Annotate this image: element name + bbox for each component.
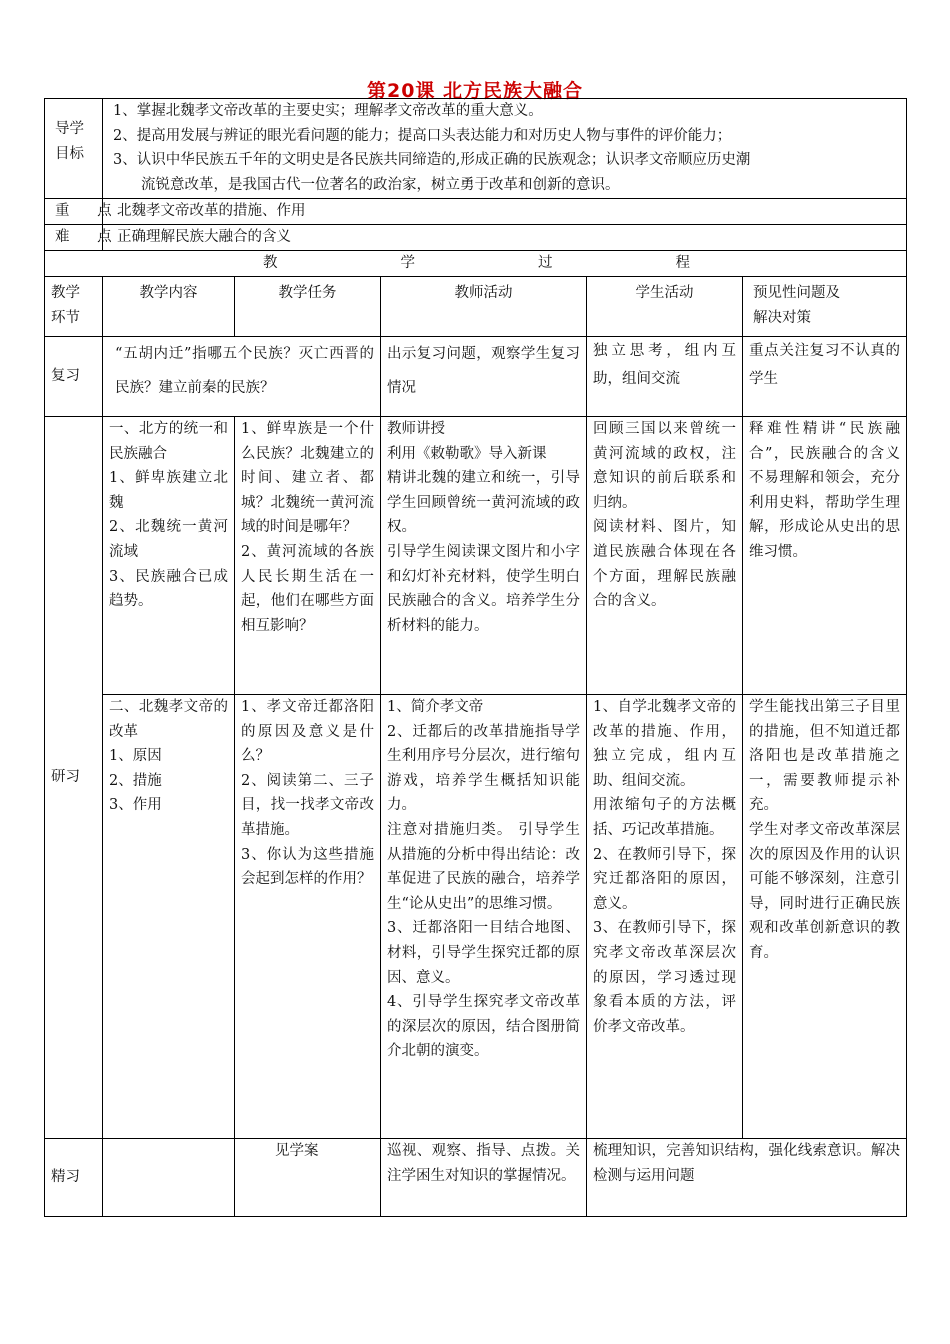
study-1-student-line: 回顾三国以来曾统一黄河流域的政权，注意知识的前后联系和归纳。 bbox=[593, 421, 736, 511]
study-1-task-line: 2、黄河流域的各族人民长期生活在一起，他们在哪些方面相互影响？ bbox=[241, 543, 374, 634]
study-2-content-line: 3、作用 bbox=[109, 797, 162, 814]
study-1-student-line: 阅读材料、图片，知道民族融合体现在各个方面，理解民族融合的含义。 bbox=[593, 519, 736, 610]
practice-teacher: 巡视、观察、指导、点拨。关注学困生对知识的掌握情况。 bbox=[381, 1139, 587, 1217]
header-stage-line-1: 教学 bbox=[51, 285, 80, 301]
study-1-teacher-line: 引导学生阅读课文图片和小字和幻灯补充材料，使学生明白民族融合的含义。培养学生分析材料的能力。 bbox=[387, 543, 580, 634]
goals-row bbox=[45, 99, 907, 199]
study-1-strategy-line: 释难性精讲“民族融合”，民族融合的含义不易理解和领会，充分利用史料，帮助学生理解，形成论从史出的思维习惯。 bbox=[749, 421, 901, 560]
key-point-text: 北魏孝文帝改革的措施、作用 bbox=[103, 199, 907, 225]
header-strategy-line-1: 预见性问题及 bbox=[753, 285, 840, 301]
study-2-teacher-line: 注意对措施归类。 引导学生从措施的分析中得出结论：改革促进了民族的融合，培养学生“论从史出”的思维习惯。 bbox=[387, 821, 580, 912]
study-2-student-line: 3、在教师引导下，探究孝文帝改革深层次的原因，学习透过现象看本质的方法，评价孝文帝改革。 bbox=[593, 920, 736, 1035]
process-heading bbox=[45, 251, 907, 277]
study-1-task-line: 1、鲜卑族是一个什么民族？北魏建立的时间、建立者、都城？北魏统一黄河流域的时间是哪年？ bbox=[241, 421, 374, 536]
header-row bbox=[45, 277, 907, 337]
practice-content bbox=[103, 1139, 235, 1217]
study-2-teacher-line: 2、迁都后的改革措施指导学生利用序号分层次，进行缩句游戏，培养学生概括知识能力。 bbox=[387, 723, 580, 814]
study-2-task-line: 3、你认为这些措施会起到怎样的作用？ bbox=[241, 846, 374, 888]
study-2-task-line: 2、阅读第二、三子目，找一找孝文帝改革措施。 bbox=[241, 772, 374, 838]
study-2-content-line: 1、原因 bbox=[109, 748, 162, 765]
process-row bbox=[45, 251, 907, 277]
study-2-student-line: 用浓缩句子的方法概括、巧记改革措施。 bbox=[593, 797, 736, 838]
study-1-strategy bbox=[743, 417, 907, 695]
process-char-1: 教 bbox=[263, 255, 278, 271]
study-2-strategy-line: 学生对孝文帝改革深层次的原因及作用的认识可能不够深刻，注意引导，同时进行正确民族观和改革创新意识的教育。 bbox=[749, 821, 901, 961]
study-1-teacher-line: 教师讲授 bbox=[387, 421, 445, 437]
study-2-task-line: 1、孝文帝迁都洛阳的原因及意义是什么？ bbox=[241, 699, 374, 765]
header-task: 教学任务 bbox=[235, 277, 381, 337]
study-2-student bbox=[587, 695, 743, 1139]
lesson-plan-table bbox=[44, 98, 907, 1217]
practice-stage: 精习 bbox=[45, 1139, 103, 1217]
study-2-teacher-line: 1、简介孝文帝 bbox=[387, 699, 484, 715]
study-2-student-line: 2、在教师引导下，探究迁都洛阳的原因，意义。 bbox=[593, 846, 736, 912]
review-strategy: 重点关注复习不认真的学生 bbox=[743, 337, 907, 417]
study-1-content bbox=[103, 417, 235, 695]
key-point-label: 重 点 bbox=[45, 199, 103, 225]
review-student: 独立思考，组内互助，组间交流 bbox=[587, 337, 743, 417]
difficulty-text: 正确理解民族大融合的含义 bbox=[103, 225, 907, 251]
study-2-student-line: 1、自学北魏孝文帝的改革的措施、作用，独立完成，组内互助、组间交流。 bbox=[593, 699, 736, 789]
study-1-teacher-line: 利用《敕勒歌》导入新课 bbox=[387, 445, 547, 462]
header-stage-line-2: 环节 bbox=[51, 309, 80, 326]
study-2-content bbox=[103, 695, 235, 1139]
review-content: “五胡内迁”指哪五个民族？灭亡西晋的民族？建立前秦的民族？ bbox=[103, 337, 381, 417]
study-2-content-line: 2、措施 bbox=[109, 772, 162, 789]
difficulty-row bbox=[45, 225, 907, 251]
study-2-strategy bbox=[743, 695, 907, 1139]
study-2-teacher bbox=[381, 695, 587, 1139]
process-char-4: 程 bbox=[675, 255, 691, 271]
page-title: 第20课 北方民族大融合 bbox=[366, 80, 584, 102]
study-2-content-line: 二、北魏孝文帝的改革 bbox=[109, 699, 228, 740]
practice-row bbox=[45, 1139, 907, 1217]
study-1-content-line: 3、民族融合已成趋势。 bbox=[109, 568, 228, 610]
review-teacher: 出示复习问题，观察学生复习情况 bbox=[381, 337, 587, 417]
study-row-1 bbox=[45, 417, 907, 695]
header-strategy-line-2: 解决对策 bbox=[753, 309, 811, 326]
header-teacher: 教师活动 bbox=[381, 277, 587, 337]
study-1-content-line: 1、鲜卑族建立北魏 bbox=[109, 470, 228, 511]
goals-label: 导学目标 bbox=[45, 99, 103, 199]
study-1-content-line: 一、北方的统一和民族融合 bbox=[109, 421, 228, 462]
study-row-2 bbox=[45, 695, 907, 1139]
practice-task: 见学案 bbox=[235, 1139, 381, 1217]
process-char-2: 学 bbox=[400, 255, 416, 271]
difficulty-label: 难 点 bbox=[45, 225, 103, 251]
study-1-task bbox=[235, 417, 381, 695]
study-2-task bbox=[235, 695, 381, 1139]
review-row bbox=[45, 337, 907, 417]
study-2-strategy-line: 学生能找出第三子目里的措施，但不知道迁都洛阳也是改革措施之一，需要教师提示补充。 bbox=[749, 699, 901, 814]
header-strategy bbox=[743, 277, 907, 337]
goal-item-2: 2、提高用发展与辨证的眼光看问题的能力；提高口头表达能力和对历史人物与事件的评价能力； bbox=[113, 127, 732, 144]
study-1-student bbox=[587, 417, 743, 695]
goals-cell bbox=[103, 99, 907, 199]
study-1-content-line: 2、北魏统一黄河流域 bbox=[109, 519, 228, 560]
goal-item-3-cont: 流锐意改革，是我国古代一位著名的政治家，树立勇于改革和创新的意识。 bbox=[141, 176, 620, 193]
review-stage: 复习 bbox=[45, 337, 103, 417]
key-point-row bbox=[45, 199, 907, 225]
study-1-teacher-line: 精讲北魏的建立和统一，引导学生回顾曾统一黄河流域的政权。 bbox=[387, 470, 580, 536]
process-char-3: 过 bbox=[538, 255, 553, 271]
practice-student-strategy: 梳理知识，完善知识结构，强化线索意识。解决检测与运用问题 bbox=[587, 1139, 907, 1217]
header-student: 学生活动 bbox=[587, 277, 743, 337]
goal-item-3: 3、认识中华民族五千年的文明史是各民族共同缔造的,形成正确的民族观念；认识孝文帝顺应历史潮 bbox=[113, 152, 751, 169]
study-stage: 研习 bbox=[45, 417, 103, 1139]
header-stage bbox=[45, 277, 103, 337]
study-1-teacher bbox=[381, 417, 587, 695]
header-content: 教学内容 bbox=[103, 277, 235, 337]
study-2-teacher-line: 3、迁都洛阳一目结合地图、材料，引导学生探究迁都的原因、意义。 bbox=[387, 920, 580, 986]
goal-item-1: 1、掌握北魏孝文帝改革的主要史实；理解孝文帝改革的重大意义。 bbox=[113, 103, 543, 119]
study-2-teacher-line: 4、引导学生探究孝文帝改革的深层次的原因，结合图册简介北朝的演变。 bbox=[387, 994, 580, 1060]
